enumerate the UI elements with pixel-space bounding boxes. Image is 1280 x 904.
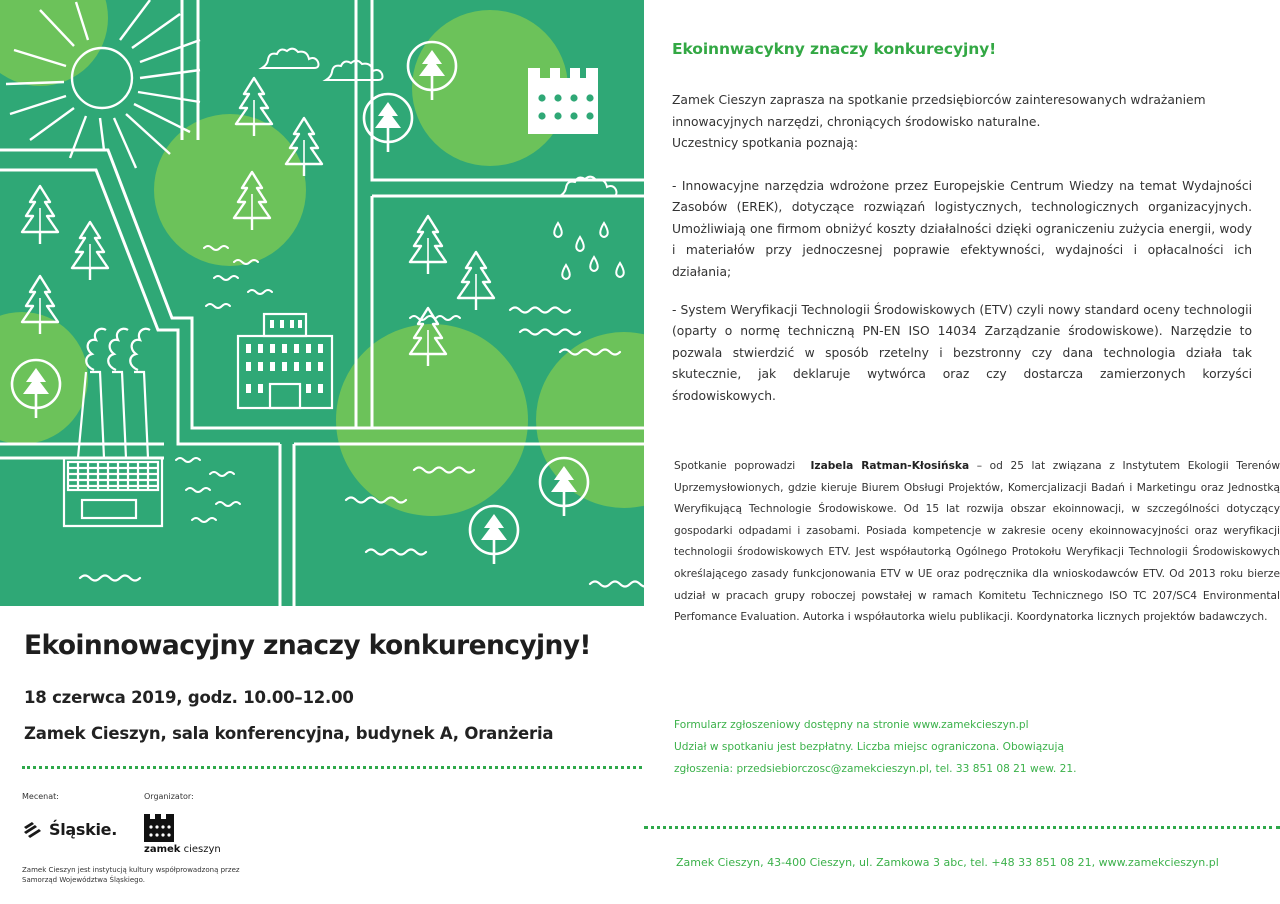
- rain-drops: [554, 223, 624, 279]
- event-title: Ekoinnowacyjny znaczy konkurencyjny!: [24, 630, 591, 661]
- decorative-circles: [0, 0, 644, 516]
- intro-lead: Uczestnicy spotkania poznają:: [672, 136, 859, 151]
- registration-info: [674, 714, 1274, 780]
- bullet-etv: - System Weryfikacji Technologii Środowiskowych (ETV) czyli nowy standard oceny technologii (oparty o normę techniczną PN-EN ISO 14034 Zarządzanie środowiskowe). Narzędzie to pozwala stwierdzić w sposób rzetelny i bezstronny czy dana technologia działa tak skutecznie, jak deklaruje wytwórca oraz czy dostarcza zamierzonych korzyści środowiskowych.: [672, 303, 1252, 403]
- slaskie-logo: [22, 820, 117, 839]
- organizer-label: Organizator:: [144, 792, 194, 801]
- registration-line-form: Formularz zgłoszeniowy dostępny na stronie www.zamekcieszyn.pl: [674, 719, 1029, 731]
- zamek-cieszyn-logo: [144, 814, 174, 846]
- intro-paragraph: Zamek Cieszyn zaprasza na spotkanie przedsiębiorców zainteresowanych wdrażaniem innowacyjnych narzędzi, chroniących środowisko naturalne.: [672, 93, 1206, 129]
- slaskie-mark-icon: [22, 821, 44, 839]
- event-date: 18 czerwca 2019, godz. 10.00–12.00: [24, 688, 354, 707]
- dotted-divider-right: [644, 826, 1280, 829]
- bullet-erek: - Innowacyjne narzędzia wdrożone przez Europejskie Centrum Wiedzy na temat Wydajności Zasobów (EREK), dotyczące rozwiązań logistycznych, technologicznych organizacyjnych. Umożliwiają one firmom obniżyć koszty działalności dzięki ograniczeniu zużycia energii, wody i materiałów przy jednoczesnej poprawie efektywności, wydajności i opłacalności ich działania;: [672, 179, 1252, 279]
- event-place: Zamek Cieszyn, sala konferencyjna, budynek A, Oranżeria: [24, 724, 554, 743]
- castle-logo-icon: [144, 814, 174, 842]
- content-heading: Ekoinnwacykny znaczy konkurecyjny!: [672, 40, 997, 58]
- bio-text: – od 25 lat związana z Instytutem Ekologii Terenów Uprzemysłowionych, gdzie kieruje Biurem Obsługi Projektów, Komercjalizacji Badań i Marketingu oraz Jednostką Weryfikującą Technologie Środowiskowe. Od 15 lat rozwija obszar ekoinnowacji, w szczególności dotyczący gospodarki odpadami i zasobami. Posiada kompetencje w zakresie oceny ekoinnowacyjności oraz weryfikacji technologii środowiskowych ETV. Jest współautorką Ogólnego Protokołu Weryfikacji Technologii Środowiskowych określającego zasady funkcjonowania ETV w UE oraz podręcznika dla wnioskodawców ETV. Od 2013 roku bierze udział w pracach grupy roboczej powstałej w ramach Komitetu Technicznego ISO TC 207/SC4 Environmental Perfomance Evaluation. Autorka i współautorka wielu publikacji. Koordynatorka licznych projektów badawczych.: [674, 460, 1280, 624]
- speaker-bio: [674, 456, 1280, 629]
- institution-note: Zamek Cieszyn jest instytucją kultury współprowadzoną przez Samorząd Województwa Śląskiego.: [22, 866, 240, 884]
- patron-label: Mecenat:: [22, 792, 59, 801]
- zamek-logo-bold: zamek: [144, 844, 181, 855]
- contact-footer: Zamek Cieszyn, 43-400 Cieszyn, ul. Zamkowa 3 abc, tel. +48 33 851 08 21, www.zamekcieszyn.pl: [676, 856, 1219, 869]
- registration-line-contact: zgłoszenia: przedsiebiorczosc@zamekcieszyn.pl, tel. 33 851 08 21 wew. 21.: [674, 763, 1077, 775]
- intro-text: [672, 90, 1252, 155]
- bio-intro: Spotkanie poprowadzi: [674, 460, 796, 472]
- slaskie-logo-text: Śląskie.: [49, 820, 117, 839]
- zamek-cieszyn-logo-text: [144, 844, 221, 855]
- speaker-name: Izabela Ratman-Kłosińska: [810, 460, 970, 472]
- office-building-icon: [238, 314, 332, 408]
- zamek-logo-light: cieszyn: [183, 844, 221, 855]
- eco-landscape-illustration: [0, 0, 644, 606]
- registration-line-free: Udział w spotkaniu jest bezpłatny. Liczba miejsc ograniczona. Obowiązują: [674, 741, 1064, 753]
- dotted-divider-left: [22, 766, 642, 769]
- hero-illustration: [0, 0, 644, 606]
